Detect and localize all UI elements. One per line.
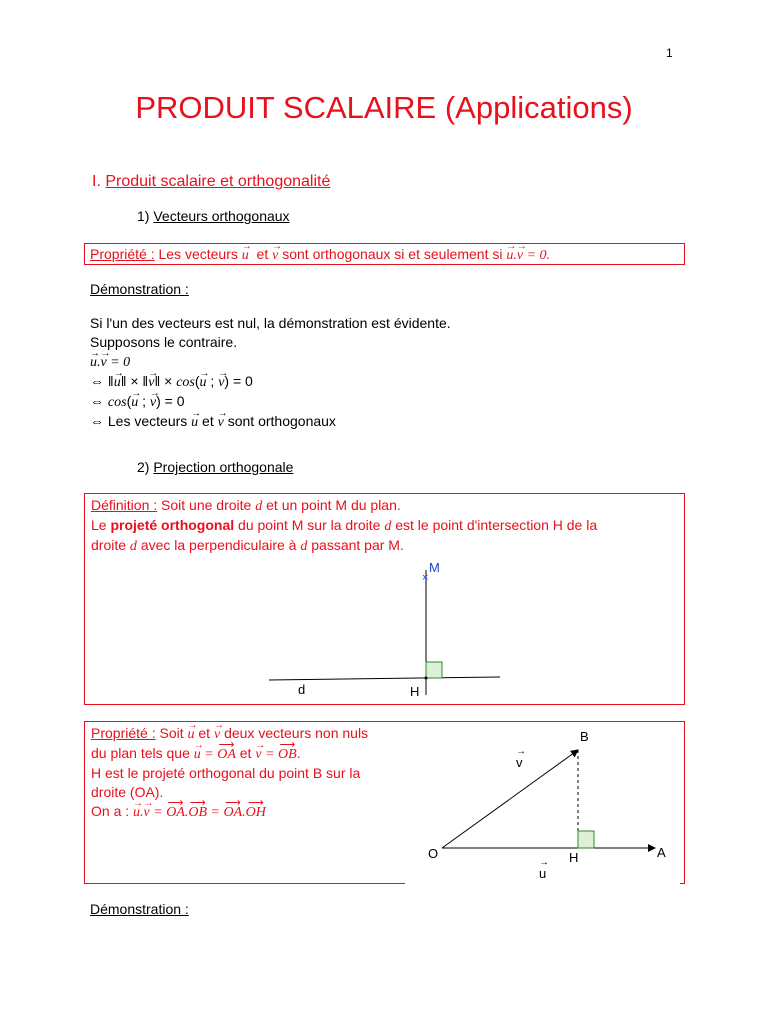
property-label: Propriété : xyxy=(91,725,156,741)
property-box-projection: Propriété : Soit → u et → v deux vecteurs non nuls du plan tels que → u = ⟶ OA et → v = ⟶ OB. H est le projeté orthogonal du point B sur la droite (OA). On a : → u.→ v = ⟶ OA.⟶ OB = ⟶ OA.⟶ OH xyxy=(84,721,685,884)
property-box-orthogonal: Propriété : Les vecteurs → u et → v sont orthogonaux si et seulement si → u.→ v = 0. xyxy=(84,243,685,265)
demo-line: ⇔ Les vecteurs → u et → v sont orthogonaux xyxy=(90,412,451,432)
demo-body xyxy=(90,314,451,432)
right-angle-marker xyxy=(578,831,594,848)
label-A: A xyxy=(657,845,666,860)
label-B: B xyxy=(580,729,589,744)
label-H: H xyxy=(410,684,420,699)
label-vector-v: → v xyxy=(516,755,523,770)
section-title: Produit scalaire et orthogonalité xyxy=(105,173,331,190)
point-M-marker: × xyxy=(422,572,429,584)
label-d: d xyxy=(298,682,306,697)
demo-line: ⇔ cos(→ u ; → v) = 0 xyxy=(90,392,451,412)
label-O: O xyxy=(428,846,439,861)
right-angle-marker xyxy=(426,662,442,678)
line-d xyxy=(269,677,500,680)
definition-label: Définition : xyxy=(91,497,158,513)
figure-scalar-projection xyxy=(420,730,680,890)
bold-term: projeté orthogonal xyxy=(110,517,235,533)
property-text: Les vecteurs xyxy=(158,246,238,262)
vector-v: → v xyxy=(272,246,278,265)
vector-OB xyxy=(442,750,578,848)
subsection-title: Vecteurs orthogonaux xyxy=(153,208,290,224)
vector-u: → u xyxy=(242,246,249,265)
vector-u: → u xyxy=(506,246,513,265)
demo-heading: Démonstration : xyxy=(90,901,189,917)
section-number: I. xyxy=(92,173,101,190)
demo-line: Supposons le contraire. xyxy=(90,334,238,350)
page-title: PRODUIT SCALAIRE (Applications) xyxy=(135,90,633,125)
vector-v: → v xyxy=(517,246,523,265)
page-number: 1 xyxy=(666,46,673,60)
demo-heading: Démonstration : xyxy=(90,281,189,297)
section-heading xyxy=(92,173,330,191)
label-H: H xyxy=(569,850,579,865)
property-text: sont orthogonaux si et seulement si xyxy=(282,246,503,262)
demo-line: Si l'un des vecteurs est nul, la démonstration est évidente. xyxy=(90,315,451,331)
subsection-heading xyxy=(137,459,293,475)
definition-box: Définition : Soit une droite d et un point M du plan. Le projeté orthogonal du point M sur la droite d est le point d'intersection H de la droite d avec la perpendiculaire à d passant par M. xyxy=(84,493,685,705)
demo-line: → u.→ v = 0 xyxy=(90,352,451,372)
property-label: Propriété : xyxy=(90,246,155,262)
label-vector-u: → u xyxy=(539,866,546,881)
demo-line: ⇔ ‖→ u‖ × ‖→ v‖ × cos(→ u ; → v) = 0 xyxy=(90,372,451,392)
property-text: et xyxy=(256,246,269,262)
subsection-number: 2) xyxy=(137,459,150,475)
subsection-heading xyxy=(137,208,290,224)
subsection-number: 1) xyxy=(137,208,150,224)
subsection-title: Projection orthogonale xyxy=(153,459,294,475)
equation-zero: = 0. xyxy=(523,248,551,263)
label-M: M xyxy=(429,560,440,575)
